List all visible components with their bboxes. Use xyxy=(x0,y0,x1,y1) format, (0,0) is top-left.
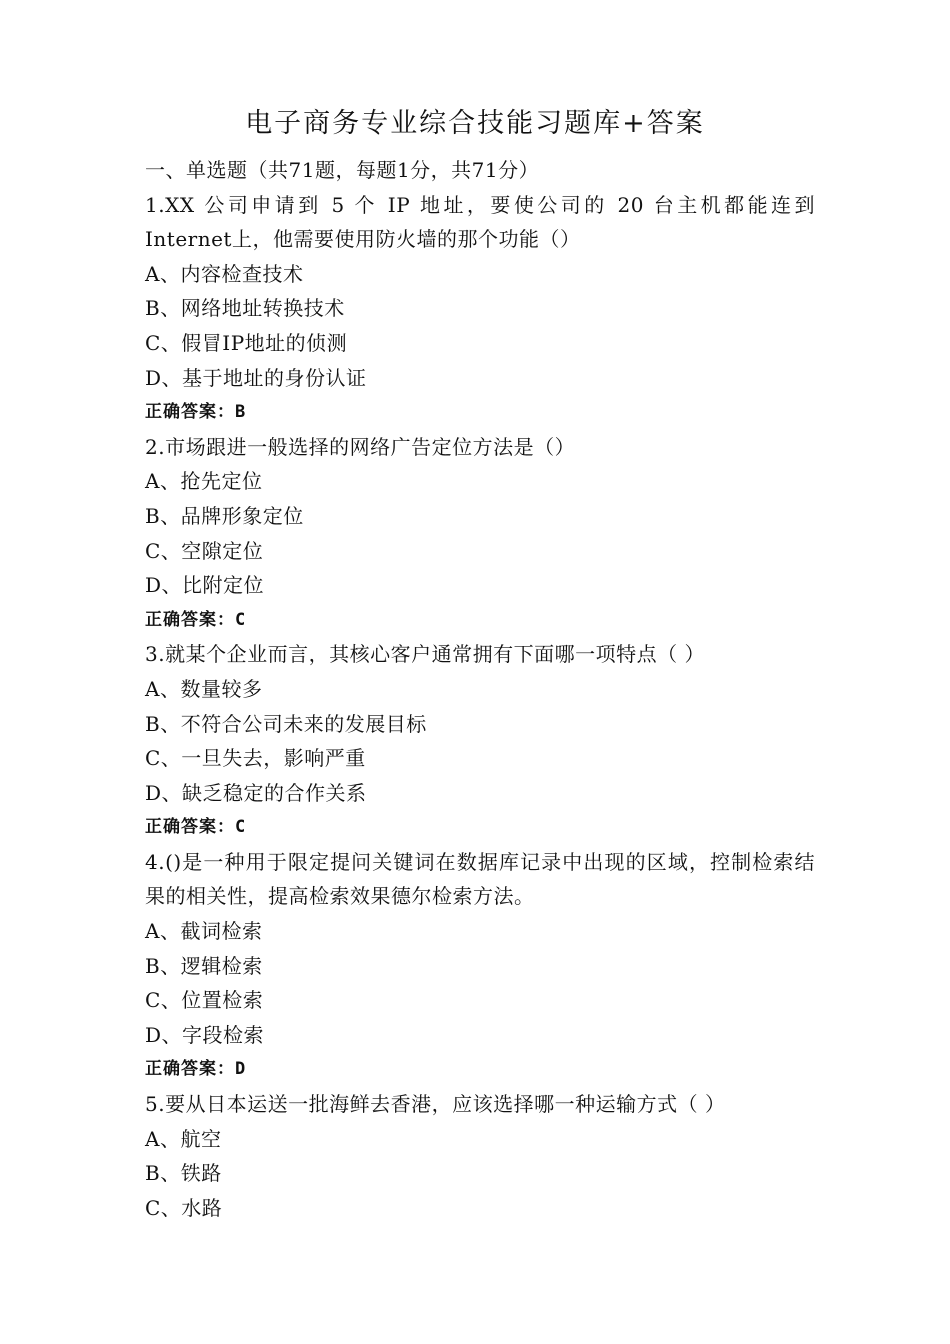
question-4-option-c: C、位置检索 xyxy=(145,988,264,1013)
question-1-option-a: A、内容检查技术 xyxy=(145,261,304,286)
question-list xyxy=(145,153,815,1225)
question-3-option-b: B、不符合公司未来的发展目标 xyxy=(145,711,427,736)
question-3-stem: 3.就某个企业而言，其核心客户通常拥有下面哪一项特点（ ） xyxy=(145,642,705,667)
question-3-answer: 正确答案：C xyxy=(145,817,247,838)
question-2-answer: 正确答案：C xyxy=(145,609,247,630)
question-3-option-d: D、缺乏稳定的合作关系 xyxy=(145,780,367,805)
question-1-option-d: D、基于地址的身份认证 xyxy=(145,365,367,390)
question-1-option-b: B、网络地址转换技术 xyxy=(145,296,345,321)
question-1-stem: 1.XX 公司申请到 5 个 IP 地址，要使公司的 20 台主机都能连到Internet上，他需要使用防火墙的那个功能（） xyxy=(145,192,815,252)
question-2-stem: 2.市场跟进一般选择的网络广告定位方法是（） xyxy=(145,434,576,459)
question-4-stem: 4.()是一种用于限定提问关键词在数据库记录中出现的区域，控制检索结果的相关性，提高检索效果德尔检索方法。 xyxy=(145,849,815,909)
section-heading: 一、单选题（共71题，每题1分，共71分） xyxy=(145,158,540,182)
question-5-option-c: C、水路 xyxy=(145,1195,223,1220)
question-2-option-b: B、品牌形象定位 xyxy=(145,503,304,528)
question-5-stem: 5.要从日本运送一批海鲜去香港，应该选择哪一种运输方式（ ） xyxy=(145,1092,726,1117)
question-5-option-b: B、铁路 xyxy=(145,1161,222,1186)
question-3-option-c: C、一旦失去，影响严重 xyxy=(145,746,366,771)
question-1-answer: 正确答案：B xyxy=(145,402,247,423)
question-4-option-d: D、字段检索 xyxy=(145,1022,265,1047)
question-2-option-a: A、抢先定位 xyxy=(145,469,263,494)
question-5-option-a: A、航空 xyxy=(145,1126,222,1151)
question-3-option-a: A、数量较多 xyxy=(145,676,263,701)
question-4-option-a: A、截词检索 xyxy=(145,919,263,944)
question-1-option-c: C、假冒IP地址的侦测 xyxy=(145,330,348,355)
question-2-option-c: C、空隙定位 xyxy=(145,538,264,563)
document-title: 电子商务专业综合技能习题库+答案 xyxy=(245,108,705,139)
question-4-answer: 正确答案：D xyxy=(145,1059,247,1080)
question-2-option-d: D、比附定位 xyxy=(145,573,265,598)
question-4-option-b: B、逻辑检索 xyxy=(145,953,263,978)
